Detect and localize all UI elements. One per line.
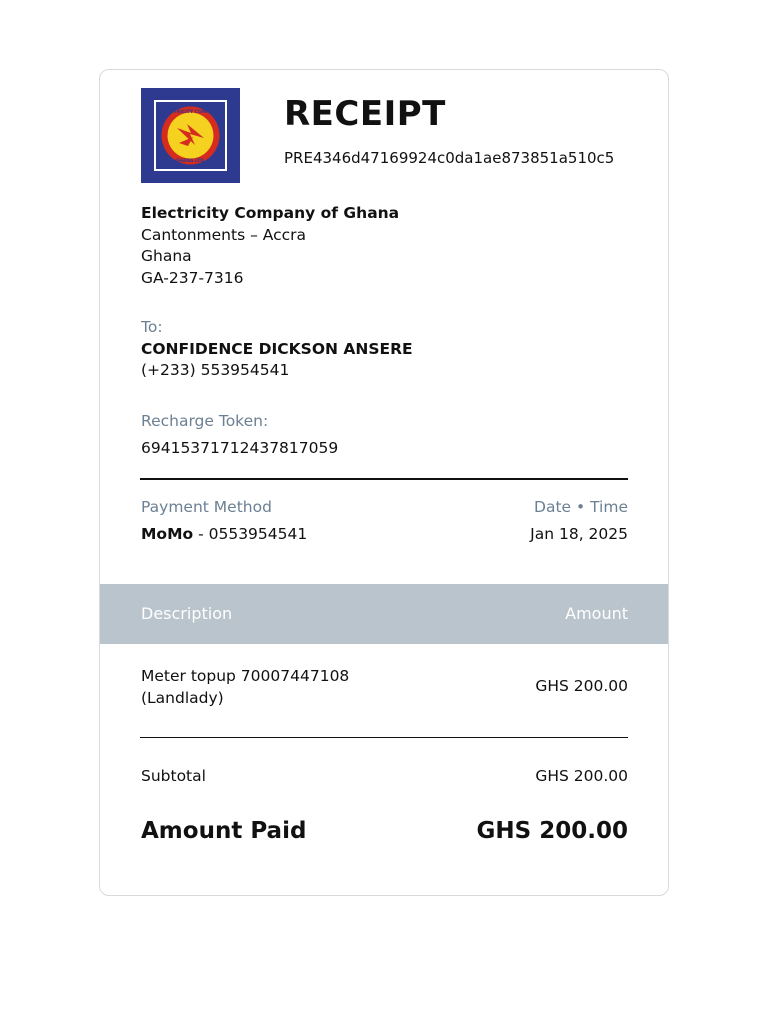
recipient-name: CONFIDENCE DICKSON ANSERE bbox=[141, 340, 413, 358]
token-label: Recharge Token: bbox=[141, 412, 269, 430]
receipt-title: RECEIPT bbox=[284, 94, 446, 134]
token-value: 69415371712437817059 bbox=[141, 439, 339, 457]
company-address bbox=[141, 203, 399, 289]
table-header bbox=[100, 584, 668, 644]
svg-text:ELECTRICITY COMPANY: ELECTRICITY COMPANY bbox=[161, 110, 220, 115]
ecg-logo-icon bbox=[141, 88, 240, 183]
divider bbox=[140, 478, 628, 480]
company-logo bbox=[141, 88, 240, 183]
svg-text:GHANA LTD.: GHANA LTD. bbox=[175, 159, 206, 164]
line-item-description: Meter topup 70007447108 (Landlady) bbox=[141, 667, 350, 707]
amount-paid-value: GHS 200.00 bbox=[476, 818, 628, 844]
payment-method-value bbox=[141, 525, 307, 543]
divider bbox=[140, 737, 628, 738]
payment-number: - 0553954541 bbox=[193, 525, 308, 543]
description-header: Description bbox=[141, 604, 233, 623]
payment-method-label: Payment Method bbox=[141, 498, 272, 516]
payment-provider: MoMo bbox=[141, 525, 194, 543]
amount-paid-label: Amount Paid bbox=[141, 818, 307, 844]
subtotal-value: GHS 200.00 bbox=[535, 767, 628, 785]
line-item-amount: GHS 200.00 bbox=[535, 677, 628, 695]
company-country: Ghana bbox=[141, 247, 192, 265]
amount-header: Amount bbox=[565, 604, 628, 623]
datetime-label: Date • Time bbox=[534, 498, 628, 516]
recipient-label: To: bbox=[141, 318, 163, 336]
subtotal-label: Subtotal bbox=[141, 767, 206, 785]
recipient-phone: (+233) 553954541 bbox=[141, 361, 290, 379]
company-name: Electricity Company of Ghana bbox=[141, 204, 400, 222]
company-code: GA-237-7316 bbox=[141, 268, 244, 287]
payment-date: Jan 18, 2025 bbox=[530, 525, 628, 543]
receipt-card bbox=[99, 69, 669, 896]
company-address-line: Cantonments – Accra bbox=[141, 225, 306, 244]
receipt-id: PRE4346d47169924c0da1ae873851a510c5 bbox=[284, 149, 615, 167]
